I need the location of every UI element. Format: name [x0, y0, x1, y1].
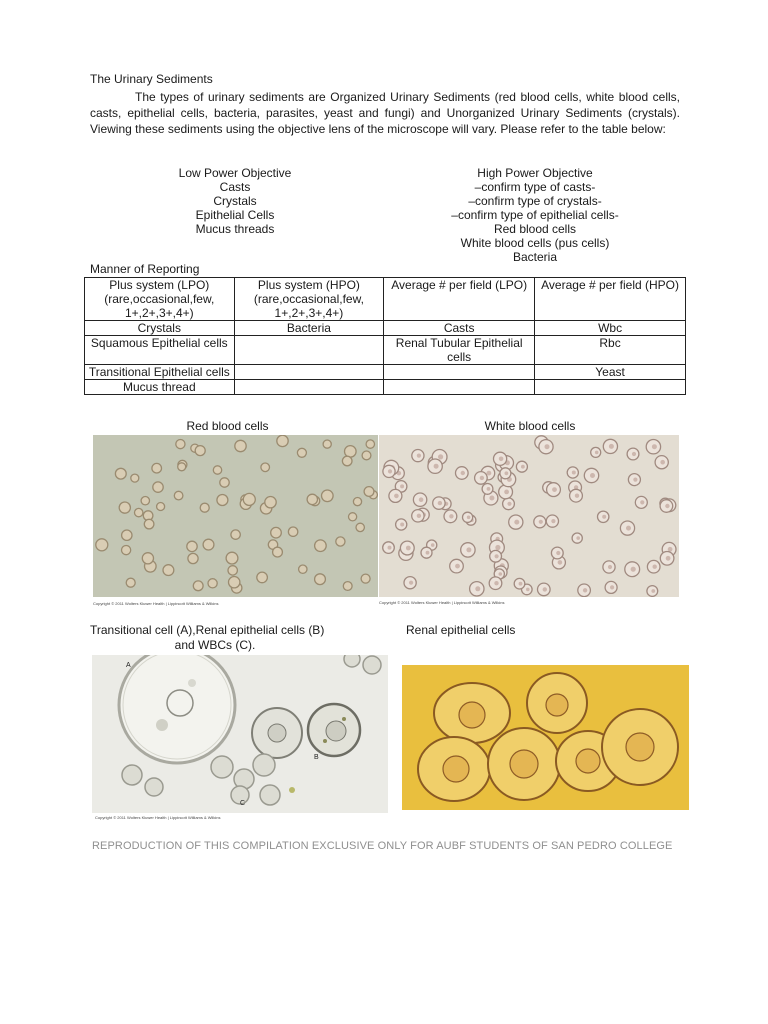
wbc-nucleus [388, 469, 392, 473]
wbc-nucleus [505, 471, 509, 475]
manner-of-reporting-heading: Manner of Reporting [90, 262, 200, 276]
wbc-nucleus [504, 490, 509, 495]
table-cell [384, 380, 535, 395]
transitional-copyright: Copyright © 2011 Wolters Kluwer Health | Lippincott Williams & Wilkins [95, 815, 221, 820]
wbc-nucleus [475, 586, 480, 591]
table-header-cell: Average # per field (LPO) [384, 278, 535, 321]
rbc-cell [362, 451, 371, 460]
wbc-nucleus [552, 487, 557, 492]
wbc-nucleus [394, 494, 399, 499]
rbc-cell [144, 519, 154, 529]
wbc-nucleus [526, 588, 530, 592]
wbc-nucleus [467, 516, 471, 520]
table-cell: Renal Tubular Epithelial cells [384, 336, 535, 365]
wbc-nucleus [660, 460, 665, 465]
high-power-item: Red blood cells [493, 222, 577, 236]
label-b: B [314, 754, 319, 761]
rbc-cell [193, 581, 203, 591]
wbc-nucleus [480, 476, 484, 480]
wbc-nucleus [419, 497, 424, 502]
wbc-nucleus [409, 581, 413, 585]
rbc-cell [131, 474, 139, 482]
wbc-nucleus [499, 572, 503, 576]
rbc-micrograph [93, 435, 378, 597]
table-cell [234, 365, 384, 380]
rbc-cell [208, 579, 217, 588]
table-cell: Rbc [535, 336, 686, 365]
wbc-nucleus [652, 444, 657, 449]
rbc-cell [277, 435, 288, 446]
low-power-item: Epithelial Cells [195, 208, 275, 222]
label-a: A [126, 662, 131, 669]
rbc-cell [142, 553, 153, 564]
table-row [85, 321, 686, 336]
table-cell [384, 365, 535, 380]
wbc-nucleus [466, 547, 471, 552]
transitional-caption-line1: Transitional cell (A),Renal epithelial cells (B) [90, 623, 325, 637]
wbc-nucleus [632, 452, 636, 456]
rbc-cell [228, 566, 237, 575]
rbc-cell [153, 482, 163, 492]
rbc-cell [217, 495, 228, 506]
wbc-nucleus [521, 465, 525, 469]
rbc-cell [235, 440, 246, 451]
transitional-cell-a [119, 655, 235, 763]
wbc-nucleus [583, 588, 587, 592]
wbc-nucleus [640, 500, 644, 504]
high-power-heading: High Power Objective [477, 166, 593, 180]
rbc-cell [299, 565, 307, 573]
wbc-nucleus [595, 451, 599, 455]
rbc-cell [200, 503, 209, 512]
rbc-cell [353, 498, 361, 506]
rbc-cell [152, 463, 162, 473]
wbc-nucleus [590, 473, 595, 478]
wbc-nucleus [551, 519, 555, 523]
wbc-copyright: Copyright © 2011 Wolters Kluwer Health | Lippincott Williams & Wilkins [379, 600, 505, 605]
wbc-nucleus [388, 546, 392, 550]
wbc-micrograph-svg [379, 435, 679, 597]
wbc-nucleus [539, 520, 543, 524]
low-power-item: Crystals [213, 194, 257, 208]
document-title: The Urinary Sediments [90, 72, 213, 86]
rbc-cell [176, 440, 185, 449]
table-cell [535, 380, 686, 395]
rbc-cell [187, 541, 197, 551]
rbc-cell [226, 552, 238, 564]
rbc-cell [122, 530, 132, 540]
low-power-item: Mucus threads [195, 222, 275, 236]
transitional-micrograph [92, 655, 388, 813]
table-cell: Yeast [535, 365, 686, 380]
rbc-caption: Red blood cells [186, 419, 269, 433]
label-c: C [240, 800, 246, 807]
rbc-cell [213, 466, 221, 474]
wbc-nucleus [558, 560, 563, 565]
rbc-cell [178, 463, 186, 471]
table-header-cell: Average # per field (HPO) [535, 278, 686, 321]
wbc-nucleus [653, 565, 657, 569]
rbc-cell [141, 497, 149, 505]
wbc-nucleus [434, 464, 439, 469]
reproduction-footer: REPRODUCTION OF THIS COMPILATION EXCLUSIVE ONLY FOR AUBF STUDENTS OF SAN PEDRO COLLEGE [92, 840, 673, 852]
wbc-nucleus [602, 515, 606, 519]
rbc-cell [273, 547, 283, 557]
rbc-cell [188, 553, 198, 563]
rbc-cell [119, 502, 130, 513]
wbc-nucleus [519, 582, 523, 586]
table-cell: Crystals [85, 321, 235, 336]
rbc-copyright: Copyright © 2011 Wolters Kluwer Health | Lippincott Williams & Wilkins [93, 601, 219, 606]
wbc-nucleus [417, 454, 421, 458]
rbc-cell [243, 493, 255, 505]
rbc-cell [96, 539, 108, 551]
rbc-cell [336, 537, 345, 546]
rbc-cell [323, 440, 331, 448]
wbc-nucleus [665, 504, 669, 508]
table-header-row [85, 278, 686, 321]
rbc-cell [342, 456, 352, 466]
renal-micrograph [402, 665, 689, 810]
high-power-item: –confirm type of casts- [474, 180, 596, 194]
wbc-nucleus [631, 567, 636, 572]
low-power-column [150, 166, 320, 236]
wbc-nucleus [610, 585, 614, 589]
rbc-cell [315, 574, 326, 585]
wbc-nucleus [633, 478, 637, 482]
high-power-item: White blood cells (pus cells) [460, 236, 610, 250]
wbc-nucleus [431, 543, 435, 547]
intro-paragraph: The types of urinary sediments are Organized Urinary Sediments (red blood cells, white blood cells, casts, epithelial cells, bacteria, parasites, yeast and fungi) and Unorganized Urinary Sediments (crystals). Viewing these sediments using the objective lens of the microscope will vary. Please refer to the table below: [90, 90, 680, 136]
wbc-nucleus [626, 526, 631, 531]
rbc-micrograph-svg [93, 435, 378, 597]
low-power-heading: Low Power Objective [178, 166, 292, 180]
rbc-cell [361, 574, 370, 583]
wbc-nucleus [438, 501, 442, 505]
wbc-nucleus [543, 587, 547, 591]
rbc-cell [261, 463, 270, 472]
wbc-nucleus [514, 520, 519, 525]
rbc-cell [288, 527, 297, 536]
table-cell: Mucus thread [85, 380, 235, 395]
rbc-cell [122, 546, 131, 555]
rbc-cell [364, 487, 374, 497]
rbc-cell [231, 530, 240, 539]
rbc-cell [356, 523, 364, 531]
rbc-cell [315, 540, 327, 552]
wbc-nucleus [495, 545, 500, 550]
rbc-cell [349, 513, 357, 521]
table-header-cell: Plus system (HPO) (rare,occasional,few, 1+,2+,3+,4+) [234, 278, 384, 321]
table-row [85, 365, 686, 380]
rbc-cell [297, 448, 306, 457]
rbc-cell [203, 539, 214, 550]
rbc-cell [366, 440, 374, 448]
rbc-cell [115, 468, 126, 479]
wbc-nucleus [575, 494, 579, 498]
wbc-nucleus [417, 514, 421, 518]
wbc-nucleus [494, 581, 498, 585]
wbc-nucleus [651, 589, 655, 593]
rbc-cell [343, 582, 352, 591]
table-cell [234, 336, 384, 365]
transitional-caption-line2: and WBCs (C). [174, 638, 256, 652]
table-row [85, 380, 686, 395]
wbc-nucleus [495, 554, 499, 558]
reporting-table [84, 277, 686, 395]
rbc-cell [157, 503, 165, 511]
wbc-nucleus [608, 565, 612, 569]
wbc-nucleus [609, 444, 614, 449]
wbc-nucleus [400, 484, 404, 488]
rbc-cell [163, 565, 174, 576]
wbc-nucleus [666, 556, 671, 561]
table-cell: Casts [384, 321, 535, 336]
wbc-nucleus [545, 444, 550, 449]
wbc-caption: White blood cells [484, 419, 576, 433]
high-power-column [400, 166, 670, 264]
rbc-cell [174, 491, 183, 500]
rbc-cell [307, 494, 317, 504]
wbc-nucleus [572, 471, 576, 475]
table-row [85, 336, 686, 365]
rbc-cell [135, 508, 143, 516]
table-header-cell: Plus system (LPO) (rare,occasional,few, 1+,2+,3+,4+) [85, 278, 235, 321]
wbc-nucleus [556, 551, 560, 555]
wbc-nucleus [400, 523, 404, 527]
rbc-cell [265, 497, 276, 508]
low-power-item: Casts [219, 180, 251, 194]
high-power-item: Bacteria [512, 250, 558, 264]
wbc-nucleus [487, 487, 491, 491]
renal-caption: Renal epithelial cells [406, 623, 516, 637]
wbc-nucleus [489, 496, 494, 501]
wbc-nucleus [406, 546, 411, 551]
wbc-nucleus [507, 502, 511, 506]
wbc-nucleus [487, 471, 492, 476]
rbc-cell [345, 446, 357, 458]
wbc-nucleus [438, 454, 443, 459]
table-cell: Transitional Epithelial cells [85, 365, 235, 380]
table-cell: Wbc [535, 321, 686, 336]
wbc-nucleus [576, 536, 580, 540]
high-power-item: –confirm type of crystals- [468, 194, 602, 208]
high-power-item: –confirm type of epithelial cells- [451, 208, 619, 222]
renal-micrograph-svg [402, 665, 689, 810]
rbc-cell [271, 527, 282, 538]
rbc-cell [322, 490, 334, 502]
table-cell: Bacteria [234, 321, 384, 336]
wbc-nucleus [499, 457, 504, 462]
transitional-micrograph-svg [92, 655, 388, 813]
wbc-nucleus [426, 551, 430, 555]
rbc-cell [126, 578, 135, 587]
wbc-nucleus [461, 471, 465, 475]
rbc-cell [220, 478, 229, 487]
table-cell [234, 380, 384, 395]
rbc-cell [257, 572, 268, 583]
table-cell: Squamous Epithelial cells [85, 336, 235, 365]
rbc-cell [229, 577, 240, 588]
wbc-nucleus [449, 514, 453, 518]
wbc-micrograph [379, 435, 679, 597]
wbc-nucleus [455, 564, 460, 569]
rbc-cell [195, 446, 205, 456]
